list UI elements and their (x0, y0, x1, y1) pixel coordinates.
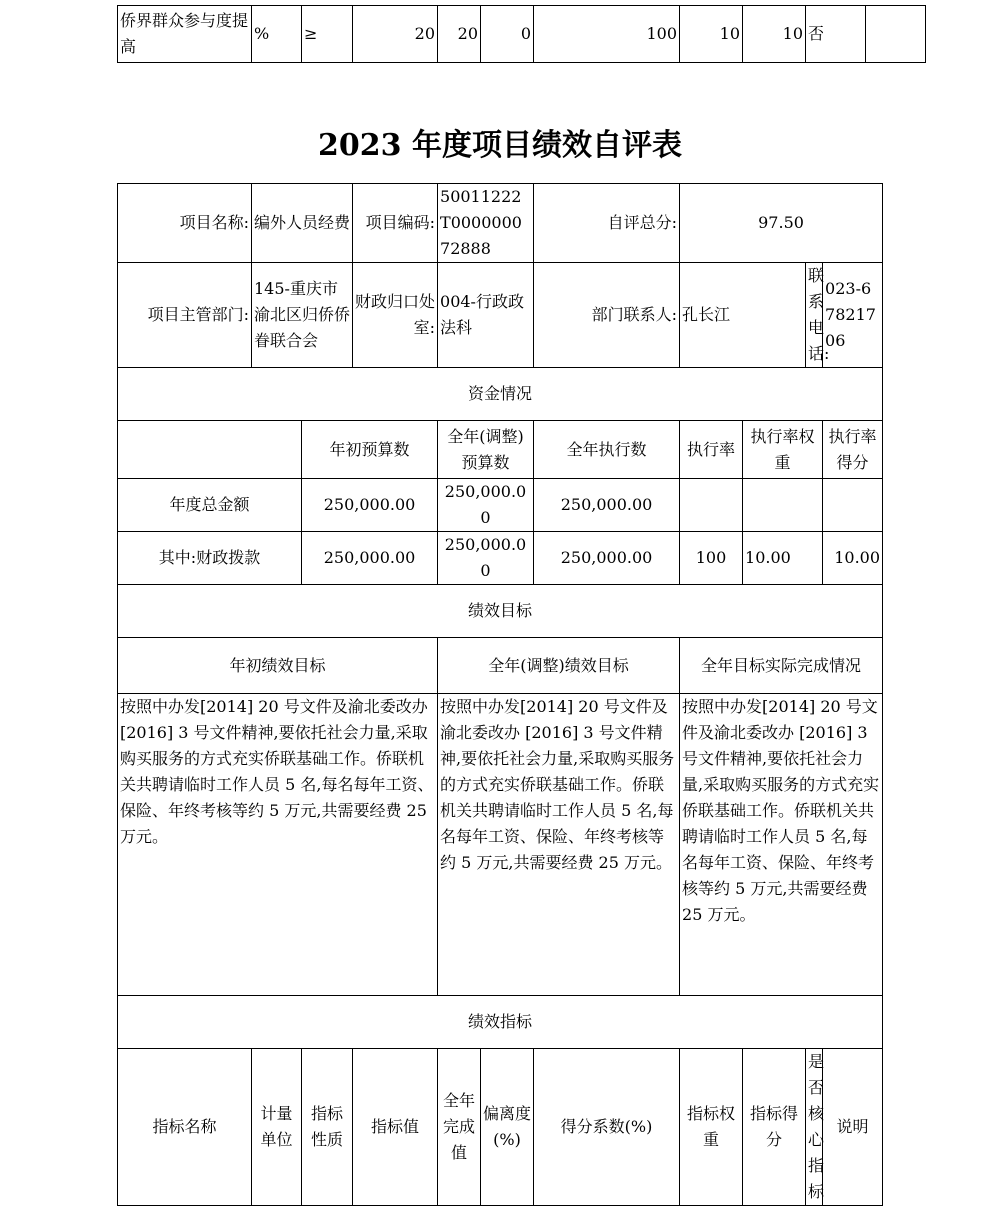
funds-fiscal-executed: 250,000.00 (534, 532, 680, 585)
funds-fiscal-label: 其中:财政拨款 (118, 532, 302, 585)
funds-total-label: 年度总金额 (118, 479, 302, 532)
ind-header-coef: 得分系数(%) (534, 1049, 680, 1206)
indicators-header-row (118, 1049, 883, 1206)
goals-header-row (118, 638, 883, 694)
goals-initial-text: 按照中办发[2014] 20 号文件及渝北委改办 [2016] 3 号文件精神,要依托社会力量,采取购买服务的方式充实侨联基础工作。侨联机关共聘请临时工作人员 5 名,每名每年工资、保险、年终考核等约 5 万元,共需要经费 25 万元。 (118, 694, 438, 996)
ind-header-deviation: 偏离度(%) (481, 1049, 534, 1206)
goals-section-row (118, 585, 883, 638)
funds-total-rate-weight (743, 479, 823, 532)
funds-total-initial: 250,000.00 (302, 479, 438, 532)
indicator-weight: 10 (680, 6, 743, 63)
funds-header-rate-weight: 执行率权重 (743, 421, 823, 479)
funds-header-rate-score: 执行率得分 (823, 421, 883, 479)
department-row (118, 263, 883, 368)
indicator-nature: ≥ (302, 6, 353, 63)
project-name-label: 项目名称: (118, 184, 252, 263)
ind-header-core: 是否核心指标 (806, 1049, 823, 1206)
self-score-label: 自评总分: (534, 184, 680, 263)
project-name-value: 编外人员经费 (252, 184, 353, 263)
phone-label: 联系电话: (806, 263, 823, 368)
goals-actual-text: 按照中办发[2014] 20 号文件及渝北委改办 [2016] 3 号文件精神,要依托社会力量,采取购买服务的方式充实侨联基础工作。侨联机关共聘请临时工作人员 5 名,每名每年工资、保险、年终考核等约 5 万元,共需要经费 25 万元。 (680, 694, 883, 996)
funds-fiscal-rate: 100 (680, 532, 743, 585)
funds-fiscal-row (118, 532, 883, 585)
ind-header-name: 指标名称 (118, 1049, 252, 1206)
indicator-deviation: 0 (481, 6, 534, 63)
finance-office-value: 004-行政政法科 (438, 263, 534, 368)
funds-total-rate (680, 479, 743, 532)
previous-indicator-table (117, 5, 926, 63)
indicators-section-title: 绩效指标 (118, 996, 883, 1049)
ind-header-unit: 计量单位 (252, 1049, 302, 1206)
indicator-score: 10 (743, 6, 806, 63)
goals-section-title: 绩效目标 (118, 585, 883, 638)
department-label: 项目主管部门: (118, 263, 252, 368)
funds-section-title: 资金情况 (118, 368, 883, 421)
department-value: 145-重庆市渝北区归侨侨眷联合会 (252, 263, 353, 368)
funds-header-rate: 执行率 (680, 421, 743, 479)
indicator-row (118, 6, 926, 63)
contact-label: 部门联系人: (534, 263, 680, 368)
funds-header-row (118, 421, 883, 479)
ind-header-weight: 指标权重 (680, 1049, 743, 1206)
funds-fiscal-initial: 250,000.00 (302, 532, 438, 585)
goals-adjusted-text: 按照中办发[2014] 20 号文件及渝北委改办 [2016] 3 号文件精神,要依托社会力量,采取购买服务的方式充实侨联基础工作。侨联机关共聘请临时工作人员 5 名,每名每年工资、保险、年终考核等约 5 万元,共需要经费 25 万元。 (438, 694, 680, 996)
funds-fiscal-rate-weight: 10.00 (743, 532, 823, 585)
project-name-row (118, 184, 883, 263)
project-code-label: 项目编码: (353, 184, 438, 263)
ind-header-value: 指标值 (353, 1049, 438, 1206)
funds-fiscal-adjusted: 250,000.00 (438, 532, 534, 585)
funds-total-rate-score (823, 479, 883, 532)
finance-office-label: 财政归口处室: (353, 263, 438, 368)
evaluation-table (117, 183, 883, 1206)
goals-content-row (118, 694, 883, 996)
funds-fiscal-rate-score: 10.00 (823, 532, 883, 585)
self-score-value: 97.50 (680, 184, 883, 263)
contact-value: 孔长江 (680, 263, 806, 368)
project-code-value: 50011222T000000072888 (438, 184, 534, 263)
indicator-name: 侨界群众参与度提高 (118, 6, 252, 63)
funds-header-adjusted: 全年(调整)预算数 (438, 421, 534, 479)
ind-header-nature: 指标性质 (302, 1049, 353, 1206)
page-title: 2023 年度项目绩效自评表 (318, 128, 682, 163)
funds-header-initial: 年初预算数 (302, 421, 438, 479)
goals-header-adjusted: 全年(调整)绩效目标 (438, 638, 680, 694)
funds-total-executed: 250,000.00 (534, 479, 680, 532)
indicator-target: 20 (353, 6, 438, 63)
indicator-coef: 100 (534, 6, 680, 63)
ind-header-note: 说明 (823, 1049, 883, 1206)
indicator-unit: % (252, 6, 302, 63)
goals-header-actual: 全年目标实际完成情况 (680, 638, 883, 694)
funds-section-row (118, 368, 883, 421)
indicators-section-row (118, 996, 883, 1049)
indicator-actual: 20 (438, 6, 481, 63)
indicator-core: 否 (806, 6, 866, 63)
funds-header-blank (118, 421, 302, 479)
funds-total-adjusted: 250,000.00 (438, 479, 534, 532)
phone-value: 023-67821706 (823, 263, 883, 368)
ind-header-score: 指标得分 (743, 1049, 806, 1206)
ind-header-actual: 全年完成值 (438, 1049, 481, 1206)
goals-header-initial: 年初绩效目标 (118, 638, 438, 694)
funds-header-executed: 全年执行数 (534, 421, 680, 479)
funds-total-row (118, 479, 883, 532)
indicator-note (866, 6, 926, 63)
